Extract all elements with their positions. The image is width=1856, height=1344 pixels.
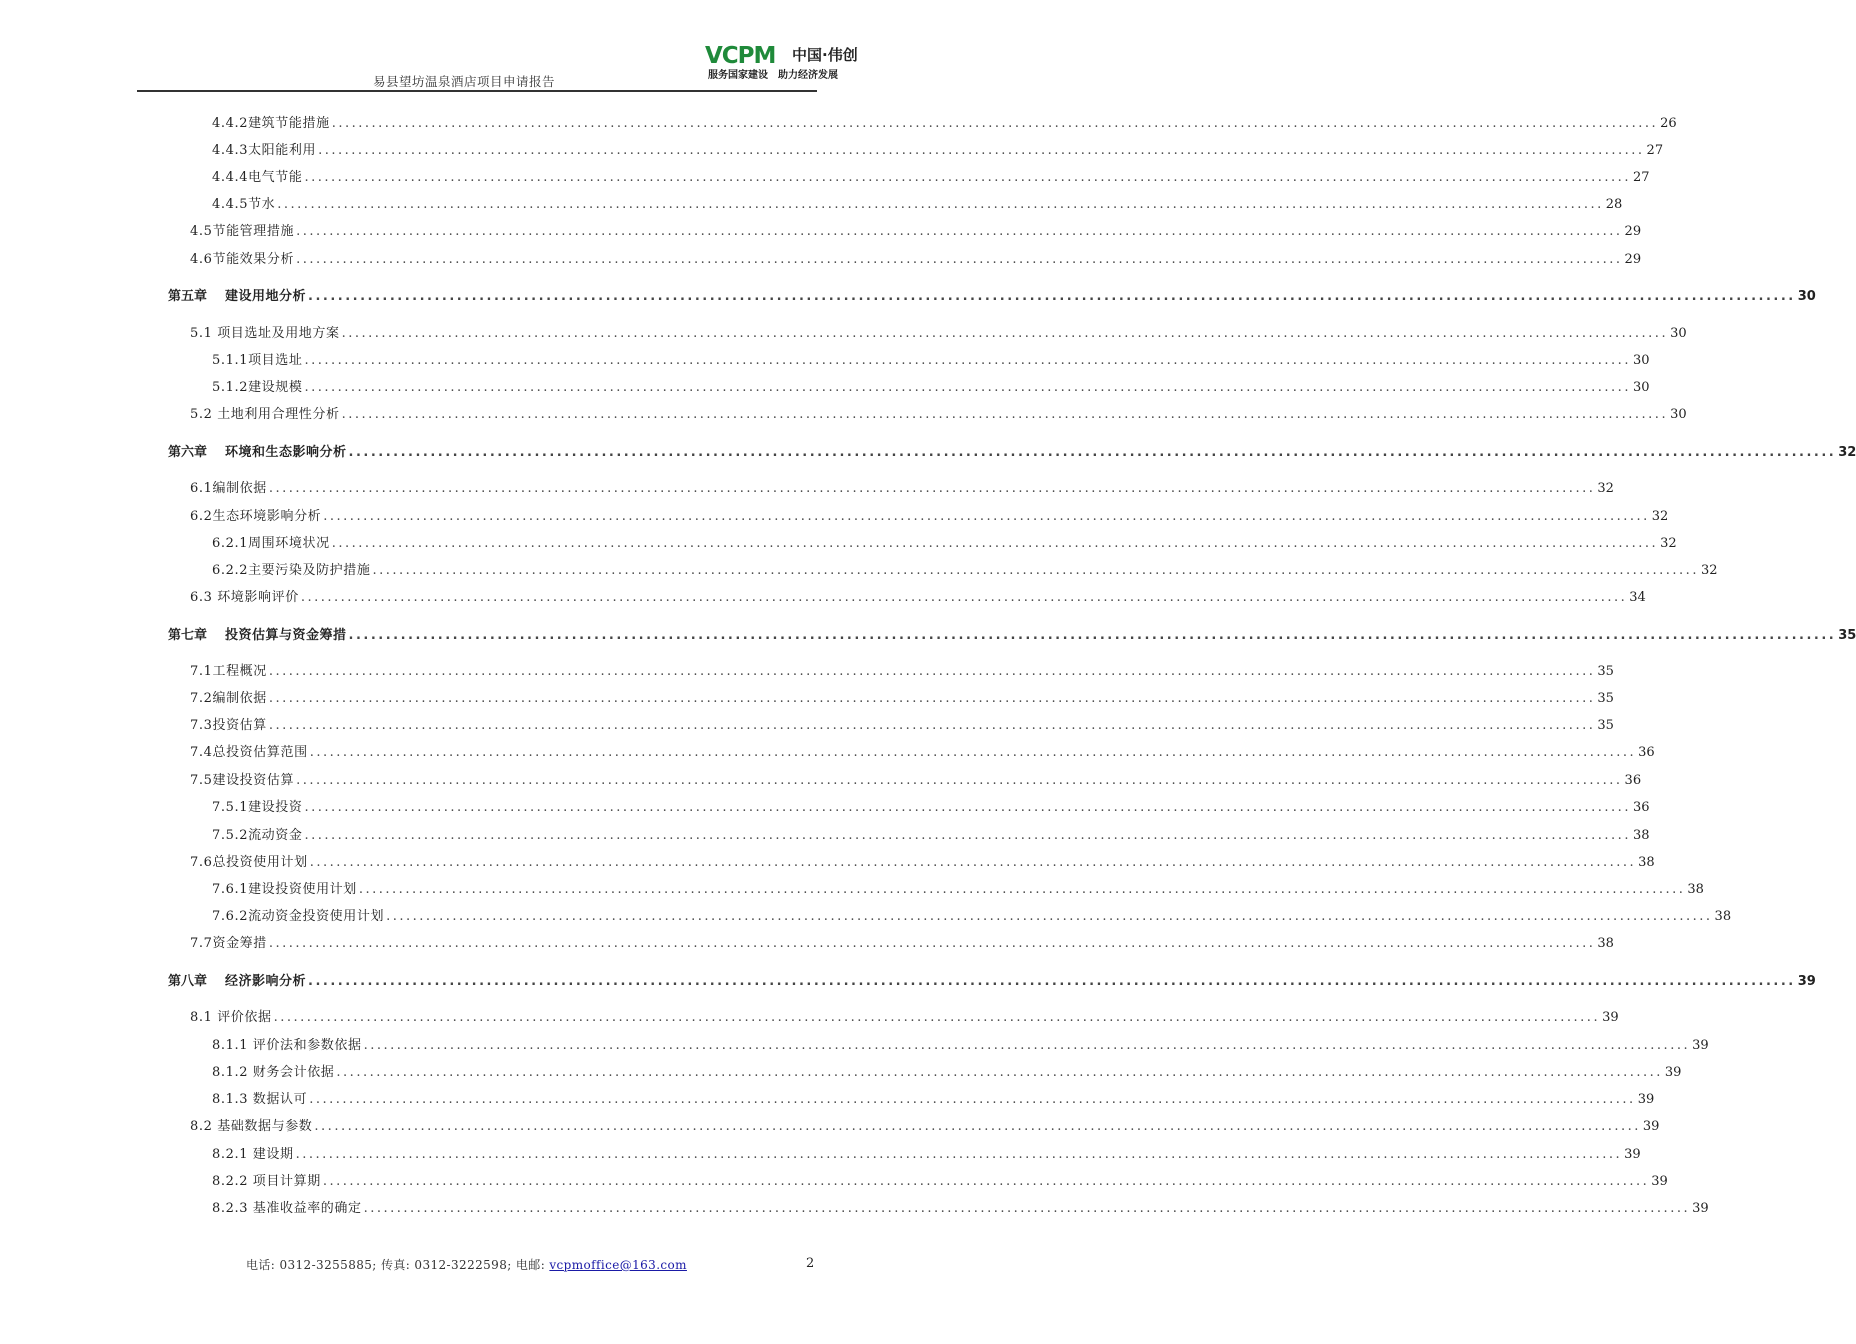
toc-leader-dots: ........................................................................................................................................................................................................ <box>308 289 1796 304</box>
toc-leader-dots: ........................................................................................................................................................................................................ <box>296 773 1623 788</box>
logo-mark: VCPM <box>705 43 776 69</box>
toc-entry-label: 5.1.1项目选址 <box>212 353 303 368</box>
toc-entry-label: 4.4.3太阳能利用 <box>212 143 317 158</box>
toc-leader-dots: ........................................................................................................................................................................................................ <box>277 197 1604 212</box>
toc-entry-page: 36 <box>1638 745 1655 760</box>
toc-entry[interactable] <box>212 907 1732 927</box>
toc-entry[interactable] <box>212 798 1650 818</box>
toc-entry-page: 38 <box>1632 828 1650 843</box>
toc-entry-page: 36 <box>1632 800 1650 815</box>
toc-entry-label: 4.4.2建筑节能措施 <box>212 116 330 131</box>
toc-entry-page: 39 <box>1692 1038 1709 1053</box>
toc-entry[interactable] <box>190 1117 1660 1137</box>
toc-leader-dots: ........................................................................................................................................................................................................ <box>363 1201 1691 1216</box>
toc-entry-page: 39 <box>1642 1119 1660 1134</box>
toc-entry-label: 6.2.2主要污染及防护措施 <box>212 563 371 578</box>
toc-entry-page: 38 <box>1638 855 1655 870</box>
toc-entry[interactable] <box>190 250 1642 270</box>
slogan-part-2: 助力经济发展 <box>778 70 838 81</box>
toc-leader-dots: ........................................................................................................................................................................................................ <box>268 936 1596 951</box>
toc-leader-dots: ........................................................................................................................................................................................................ <box>300 590 1628 605</box>
toc-entry-label: 6.1编制依据 <box>190 481 267 496</box>
toc-leader-dots: ........................................................................................................................................................................................................ <box>268 664 1596 679</box>
toc-leader-dots: ........................................................................................................................................................................................................ <box>341 326 1669 341</box>
toc-entry-label: 8.1.2 财务会计依据 <box>212 1065 335 1080</box>
toc-leader-dots: ........................................................................................................................................................................................................ <box>268 718 1596 733</box>
toc-leader-dots: ........................................................................................................................................................................................................ <box>341 407 1669 422</box>
toc-leader-dots: ........................................................................................................................................................................................................ <box>304 800 1631 815</box>
toc-entry[interactable] <box>190 716 1614 736</box>
toc-entry[interactable] <box>212 114 1677 134</box>
toc-entry-page: 27 <box>1646 143 1664 158</box>
toc-entry-page: 32 <box>1597 481 1614 496</box>
toc-entry-label: 7.6.2流动资金投资使用计划 <box>212 909 385 924</box>
toc-entry[interactable] <box>212 378 1650 398</box>
toc-entry[interactable] <box>212 1199 1709 1219</box>
toc-entry-label: 7.5.1建设投资 <box>212 800 303 815</box>
toc-entry-label: 4.4.4电气节能 <box>212 170 303 185</box>
company-logo <box>705 44 870 84</box>
toc-entry-page: 39 <box>1651 1174 1668 1189</box>
toc-entry-page: 38 <box>1687 882 1704 897</box>
toc-leader-dots: ........................................................................................................................................................................................................ <box>348 628 1837 643</box>
toc-entry-label: 6.2.1周围环境状况 <box>212 536 330 551</box>
toc-entry-label: 环境和生态影响分析 <box>225 445 347 460</box>
toc-entry-page: 30 <box>1670 407 1687 422</box>
toc-entry-label: 8.1 评价依据 <box>190 1010 272 1025</box>
toc-leader-dots: ........................................................................................................................................................................................................ <box>309 745 1637 760</box>
toc-entry-label: 8.2.2 项目计算期 <box>212 1174 321 1189</box>
toc-leader-dots: ........................................................................................................................................................................................................ <box>273 1010 1601 1025</box>
toc-entry-label: 7.2编制依据 <box>190 691 267 706</box>
toc-entry-page: 29 <box>1624 252 1642 267</box>
toc-entry-label: 8.2.1 建设期 <box>212 1147 294 1162</box>
toc-entry[interactable] <box>190 479 1614 499</box>
toc-entry-page: 38 <box>1597 936 1614 951</box>
toc-leader-dots: ........................................................................................................................................................................................................ <box>336 1065 1663 1080</box>
toc-chapter-number: 第七章 <box>168 628 208 643</box>
toc-entry[interactable] <box>190 853 1655 873</box>
page-number: 2 <box>806 1256 815 1271</box>
toc-entry-label: 7.5建设投资估算 <box>190 773 295 788</box>
toc-entry[interactable] <box>212 1172 1668 1192</box>
toc-entry-label: 6.3 环境影响评价 <box>190 590 299 605</box>
toc-entry-label: 5.1 项目选址及用地方案 <box>190 326 340 341</box>
toc-chapter-number: 第八章 <box>168 974 208 989</box>
toc-leader-dots: ........................................................................................................................................................................................................ <box>331 116 1659 131</box>
toc-entry-page: 35 <box>1597 718 1614 733</box>
toc-entry[interactable] <box>190 507 1669 527</box>
slogan-part-1: 服务国家建设 <box>708 70 768 81</box>
toc-entry[interactable] <box>190 222 1642 242</box>
toc-leader-dots: ........................................................................................................................................................................................................ <box>314 1119 1641 1134</box>
toc-leader-dots: ........................................................................................................................................................................................................ <box>308 974 1796 989</box>
toc-entry[interactable] <box>212 1036 1709 1056</box>
toc-entry[interactable] <box>190 743 1655 763</box>
toc-leader-dots: ........................................................................................................................................................................................................ <box>363 1038 1691 1053</box>
toc-entry[interactable] <box>212 1145 1641 1165</box>
toc-entry-label: 投资估算与资金筹措 <box>225 628 347 643</box>
logo-name: 中国·伟创 <box>792 46 858 64</box>
toc-entry-page: 39 <box>1692 1201 1709 1216</box>
toc-leader-dots: ........................................................................................................................................................................................................ <box>268 691 1596 706</box>
toc-entry-page: 32 <box>1838 445 1856 460</box>
toc-leader-dots: ........................................................................................................................................................................................................ <box>318 143 1645 158</box>
toc-chapter-entry[interactable] <box>168 287 1816 307</box>
toc-entry-label: 7.6总投资使用计划 <box>190 855 308 870</box>
toc-entry-page: 34 <box>1629 590 1646 605</box>
toc-entry-label: 8.2.3 基准收益率的确定 <box>212 1201 362 1216</box>
toc-entry-page: 35 <box>1597 664 1614 679</box>
toc-entry[interactable] <box>212 826 1650 846</box>
toc-entry-page: 32 <box>1651 509 1669 524</box>
toc-entry[interactable] <box>212 195 1623 215</box>
toc-entry-label: 8.1.1 评价法和参数依据 <box>212 1038 362 1053</box>
toc-leader-dots: ........................................................................................................................................................................................................ <box>296 224 1623 239</box>
toc-entry[interactable] <box>190 689 1614 709</box>
toc-entry[interactable] <box>212 561 1718 581</box>
toc-entry-page: 27 <box>1632 170 1650 185</box>
toc-leader-dots: ........................................................................................................................................................................................................ <box>331 536 1659 551</box>
toc-entry-page: 39 <box>1664 1065 1682 1080</box>
document-header-title: 易县望坊温泉酒店项目申请报告 <box>373 74 556 89</box>
toc-entry[interactable] <box>212 534 1677 554</box>
toc-leader-dots: ........................................................................................................................................................................................................ <box>309 855 1637 870</box>
toc-entry-page: 38 <box>1714 909 1732 924</box>
toc-entry-page: 26 <box>1660 116 1677 131</box>
toc-chapter-entry[interactable] <box>168 972 1816 992</box>
toc-entry-page: 32 <box>1700 563 1718 578</box>
toc-entry-page: 30 <box>1632 353 1650 368</box>
toc-leader-dots: ........................................................................................................................................................................................................ <box>304 380 1631 395</box>
toc-entry-page: 39 <box>1797 974 1816 989</box>
toc-entry[interactable] <box>190 662 1614 682</box>
toc-entry-page: 32 <box>1660 536 1677 551</box>
toc-entry[interactable] <box>190 324 1687 344</box>
toc-entry-label: 4.5节能管理措施 <box>190 224 295 239</box>
toc-entry-label: 5.1.2建设规模 <box>212 380 303 395</box>
toc-entry-label: 8.2 基础数据与参数 <box>190 1119 313 1134</box>
footer-contact-text: 电话: 0312-3255885; 传真: 0312-3222598; 电邮: <box>246 1258 550 1272</box>
toc-entry-label: 7.6.1建设投资使用计划 <box>212 882 357 897</box>
toc-entry-label: 6.2生态环境影响分析 <box>190 509 322 524</box>
toc-entry-page: 28 <box>1605 197 1623 212</box>
header-rule <box>137 90 817 92</box>
toc-leader-dots: ........................................................................................................................................................................................................ <box>386 909 1713 924</box>
toc-entry-page: 30 <box>1632 380 1650 395</box>
toc-entry-label: 4.4.5节水 <box>212 197 276 212</box>
toc-entry[interactable] <box>212 1090 1655 1110</box>
toc-chapter-number: 第六章 <box>168 445 208 460</box>
toc-entry[interactable] <box>190 405 1687 425</box>
toc-leader-dots: ........................................................................................................................................................................................................ <box>304 828 1631 843</box>
logo-slogan <box>708 69 838 83</box>
toc-entry-page: 30 <box>1670 326 1687 341</box>
toc-leader-dots: ........................................................................................................................................................................................................ <box>296 252 1623 267</box>
toc-entry-page: 39 <box>1624 1147 1641 1162</box>
toc-leader-dots: ........................................................................................................................................................................................................ <box>322 1174 1650 1189</box>
toc-entry-page: 36 <box>1624 773 1642 788</box>
toc-entry[interactable] <box>212 168 1650 188</box>
toc-entry-page: 29 <box>1624 224 1642 239</box>
toc-entry-page: 35 <box>1597 691 1614 706</box>
toc-entry[interactable] <box>212 880 1704 900</box>
toc-chapter-number: 第五章 <box>168 289 208 304</box>
toc-entry-label: 4.6节能效果分析 <box>190 252 295 267</box>
toc-entry[interactable] <box>190 934 1614 954</box>
toc-leader-dots: ........................................................................................................................................................................................................ <box>304 170 1631 185</box>
toc-leader-dots: ........................................................................................................................................................................................................ <box>295 1147 1623 1162</box>
footer-contact <box>246 1256 687 1273</box>
toc-entry-page: 30 <box>1797 289 1816 304</box>
toc-entry-label: 5.2 土地利用合理性分析 <box>190 407 340 422</box>
toc-entry-label: 7.7资金筹措 <box>190 936 267 951</box>
toc-entry[interactable] <box>212 141 1664 161</box>
toc-entry-label: 建设用地分析 <box>225 289 307 304</box>
toc-chapter-entry[interactable] <box>168 626 1856 646</box>
toc-entry-page: 35 <box>1838 628 1856 643</box>
toc-entry[interactable] <box>190 771 1642 791</box>
toc-leader-dots: ........................................................................................................................................................................................................ <box>268 481 1596 496</box>
toc-leader-dots: ........................................................................................................................................................................................................ <box>309 1092 1636 1107</box>
toc-entry-label: 7.3投资估算 <box>190 718 267 733</box>
footer-email-link[interactable]: vcpmoffice@163.com <box>549 1258 687 1272</box>
toc-entry[interactable] <box>190 1008 1619 1028</box>
toc-leader-dots: ........................................................................................................................................................................................................ <box>372 563 1699 578</box>
toc-entry-label: 8.1.3 数据认可 <box>212 1092 308 1107</box>
toc-entry-label: 7.5.2流动资金 <box>212 828 303 843</box>
toc-entry-label: 经济影响分析 <box>225 974 307 989</box>
toc-entry[interactable] <box>212 351 1650 371</box>
toc-entry-label: 7.4总投资估算范围 <box>190 745 308 760</box>
toc-entry-label: 7.1工程概况 <box>190 664 267 679</box>
toc-entry-page: 39 <box>1637 1092 1655 1107</box>
toc-entry[interactable] <box>212 1063 1682 1083</box>
toc-leader-dots: ........................................................................................................................................................................................................ <box>304 353 1631 368</box>
toc-leader-dots: ........................................................................................................................................................................................................ <box>323 509 1650 524</box>
toc-leader-dots: ........................................................................................................................................................................................................ <box>348 445 1837 460</box>
toc-chapter-entry[interactable] <box>168 443 1856 463</box>
toc-entry-page: 39 <box>1602 1010 1619 1025</box>
toc-leader-dots: ........................................................................................................................................................................................................ <box>358 882 1686 897</box>
toc-entry[interactable] <box>190 588 1646 608</box>
